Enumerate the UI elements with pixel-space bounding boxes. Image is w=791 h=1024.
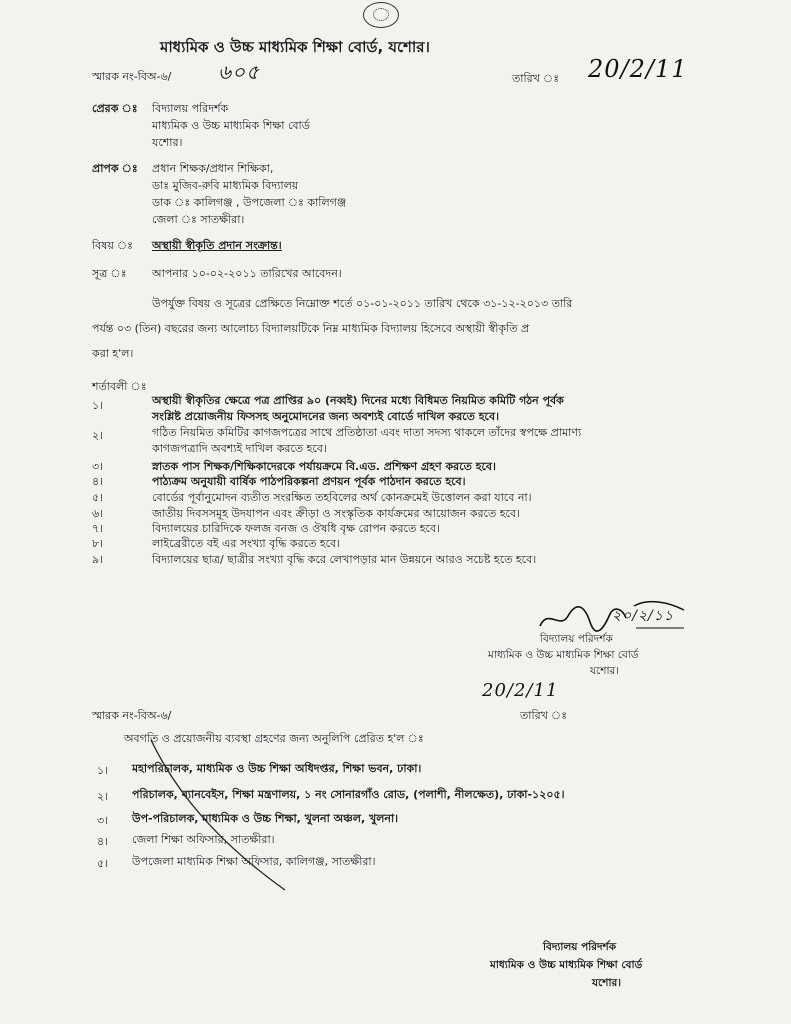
date-handwritten: 20/2/11 [588,55,688,83]
body-line: করা হ'ল। [92,347,134,360]
copy-number: ৫। [97,857,109,870]
copy-number: ১। [97,764,109,777]
body-line: পর্যন্ত ০৩ (তিন) বছরের জন্য আলোচ্য বিদ্যালয়টিকে নিম্ন মাধ্যমিক বিদ্যালয় হিসেবে অস্থায়ী স্বীকৃতি প্র [92,322,530,335]
copy-number: ৪। [97,835,109,848]
sender-label: প্রেরক ঃ [92,102,138,115]
sender-line: বিদ্যালয় পরিদর্শক [152,102,229,115]
memo-number: ৬০৫ [218,60,260,84]
recipient-line: ডাক ঃ কালিগঞ্জ , উপজেলা ঃ কালিগঞ্জ [152,196,347,209]
condition-text: অস্থায়ী স্বীকৃতির ক্ষেত্রে পত্র প্রাপ্তির ৯০ (নব্বই) দিনের মধ্যে বিধিমত নিয়মিত কমিটি গঠন পূর্বক [152,394,564,407]
condition-number: ২। [92,429,104,442]
copy-date-handwritten: 20/2/11 [482,680,559,701]
copy-recipient: পরিচালক, ব্যানবেইস, শিক্ষা মন্ত্রণালয়, ১ নং সোনারগাঁও রোড, (পলাশী, নীলক্ষেত), ঢাকা-১২০৫। [132,788,565,801]
closing-location: যশোর। [592,977,622,989]
copy-recipient: উপ-পরিচালক, মাধ্যমিক ও উচ্চ শিক্ষা, খুলনা অঞ্চল, খুলনা। [132,812,399,825]
recipient-label: প্রাপক ঃ [92,162,138,175]
sender-line: যশোর। [152,136,183,149]
recipient-line: জেলা ঃ সাতক্ষীরা। [152,213,245,226]
board-title: মাধ্যমিক ও উচ্চ মাধ্যমিক শিক্ষা বোর্ড, যশোর। [160,38,430,56]
government-seal-icon [363,2,399,28]
condition-text: পাঠ্যক্রম অনুযায়ী বার্ষিক পাঠপরিকল্পনা প্রণয়ন পূর্বক পাঠদান করতে হবে। [152,475,466,488]
date-label: তারিখ ঃ [512,72,560,85]
condition-number: ৯। [92,553,104,566]
condition-text: বিদ্যালয়ের চারিদিকে ফলজ বনজ ও ঔষধি বৃক্ষ রোপন করতে হবে। [152,522,440,535]
reference-label: সূত্র ঃ [92,267,127,280]
condition-number: ৩। [92,460,104,473]
copy-recipient: উপজেলা মাধ্যমিক শিক্ষা অফিসার, কালিগঞ্জ, সাতক্ষীরা। [132,855,376,868]
copy-recipient: জেলা শিক্ষা অফিসার, সাতক্ষীরা। [132,833,275,846]
signature-location: যশোর। [590,665,620,677]
signature-date: ২০/২/১১ [612,608,674,624]
condition-number: ৭। [92,522,104,535]
sender-line: মাধ্যমিক ও উচ্চ মাধ্যমিক শিক্ষা বোর্ড [152,119,310,132]
condition-text: বোর্ডের পূর্বানুমোদন ব্যতীত সংরক্ষিত তহবিলের অর্থ কোনক্রমেই উত্তোলন করা যাবে না। [152,491,532,504]
signature-title: বিদ্যালয় পরিদর্শক [540,633,613,645]
copy-memo-label: স্মারক নং-বিঅ-৬/ [92,709,172,722]
copy-recipient: মহাপরিচালক, মাধ্যমিক ও উচ্চ শিক্ষা অধিদপ্তর, শিক্ষা ভবন, ঢাকা। [132,762,422,775]
condition-text: জাতীয় দিবসসমূহ উদযাপন এবং ক্রীড়া ও সংস্কৃতিক কার্যক্রমের আয়োজন করতে হবে। [152,507,520,520]
condition-number: ৬। [92,507,104,520]
handwritten-stroke-icon [145,730,295,895]
recipient-line: ডাঃ মুজিব-রুবি মাধ্যমিক বিদ্যালয় [152,179,299,192]
reference-text: আপনার ১০-০২-২০১১ তারিখের আবেদন। [152,267,342,280]
closing-office: মাধ্যমিক ও উচ্চ মাধ্যমিক শিক্ষা বোর্ড [490,959,643,971]
condition-text: কাগজপত্রাদি অবশ্যই দাখিল করতে হবে। [152,442,327,455]
condition-number: ৫। [92,491,104,504]
subject-text: অস্থায়ী স্বীকৃতি প্রদান সংক্রান্ত। [152,239,282,252]
condition-number: ১। [92,399,104,412]
condition-text: লাইব্রেরীতে বই এর সংখ্যা বৃদ্ধি করতে হবে। [152,537,341,550]
copy-number: ৩। [97,814,109,827]
condition-text: বিদ্যালয়ের ছাত্র/ ছাত্রীর সংখ্যা বৃদ্ধি করে লেখাপড়ার মান উন্নয়নে আরও সচেষ্ট হতে হবে। [152,553,537,566]
conditions-heading: শর্তাবলী ঃ [92,380,147,393]
condition-text: গঠিত নিয়মিত কমিটির কাগজপত্রের সাথে প্রতিষ্ঠাতা এবং দাতা সদস্য থাকলে তাঁদের স্বপক্ষে প্রামাণ্য [152,426,582,439]
signature-office: মাধ্যমিক ও উচ্চ মাধ্যমিক শিক্ষা বোর্ড [488,649,639,661]
condition-text: স্নাতক পাস শিক্ষক/শিক্ষিকাদেরকে পর্যায়ক্রমে বি.এড. প্রশিক্ষণ গ্রহণ করতে হবে। [152,460,496,473]
condition-number: ৮। [92,537,104,550]
condition-text: সংশ্লিষ্ট প্রয়োজনীয় ফিসসহ অনুমোদনের জন্য অবশ্যই বোর্ডে দাখিল করতে হবে। [152,410,500,423]
body-line: উপর্যুক্ত বিষয় ও সূত্রের প্রেক্ষিতে নিম্নোক্ত শর্তে ০১-০১-২০১১ তারিখ থেকে ৩১-১২-২০১৩ তারি [152,297,573,310]
copy-date-label: তারিখ ঃ [520,709,568,722]
condition-number: ৪। [92,475,104,488]
copy-number: ২। [97,790,109,803]
closing-title: বিদ্যালয় পরিদর্শক [543,941,617,953]
recipient-line: প্রধান শিক্ষক/প্রধান শিক্ষিকা, [152,162,274,175]
memo-label: স্মারক নং-বিঅ-৬/ [92,70,172,83]
copy-intro: অবগতি ও প্রয়োজনীয় ব্যবস্থা গ্রহণের জন্য অনুলিপি প্রেরিত হ'ল ঃ [124,732,424,745]
subject-label: বিষয় ঃ [92,239,134,252]
